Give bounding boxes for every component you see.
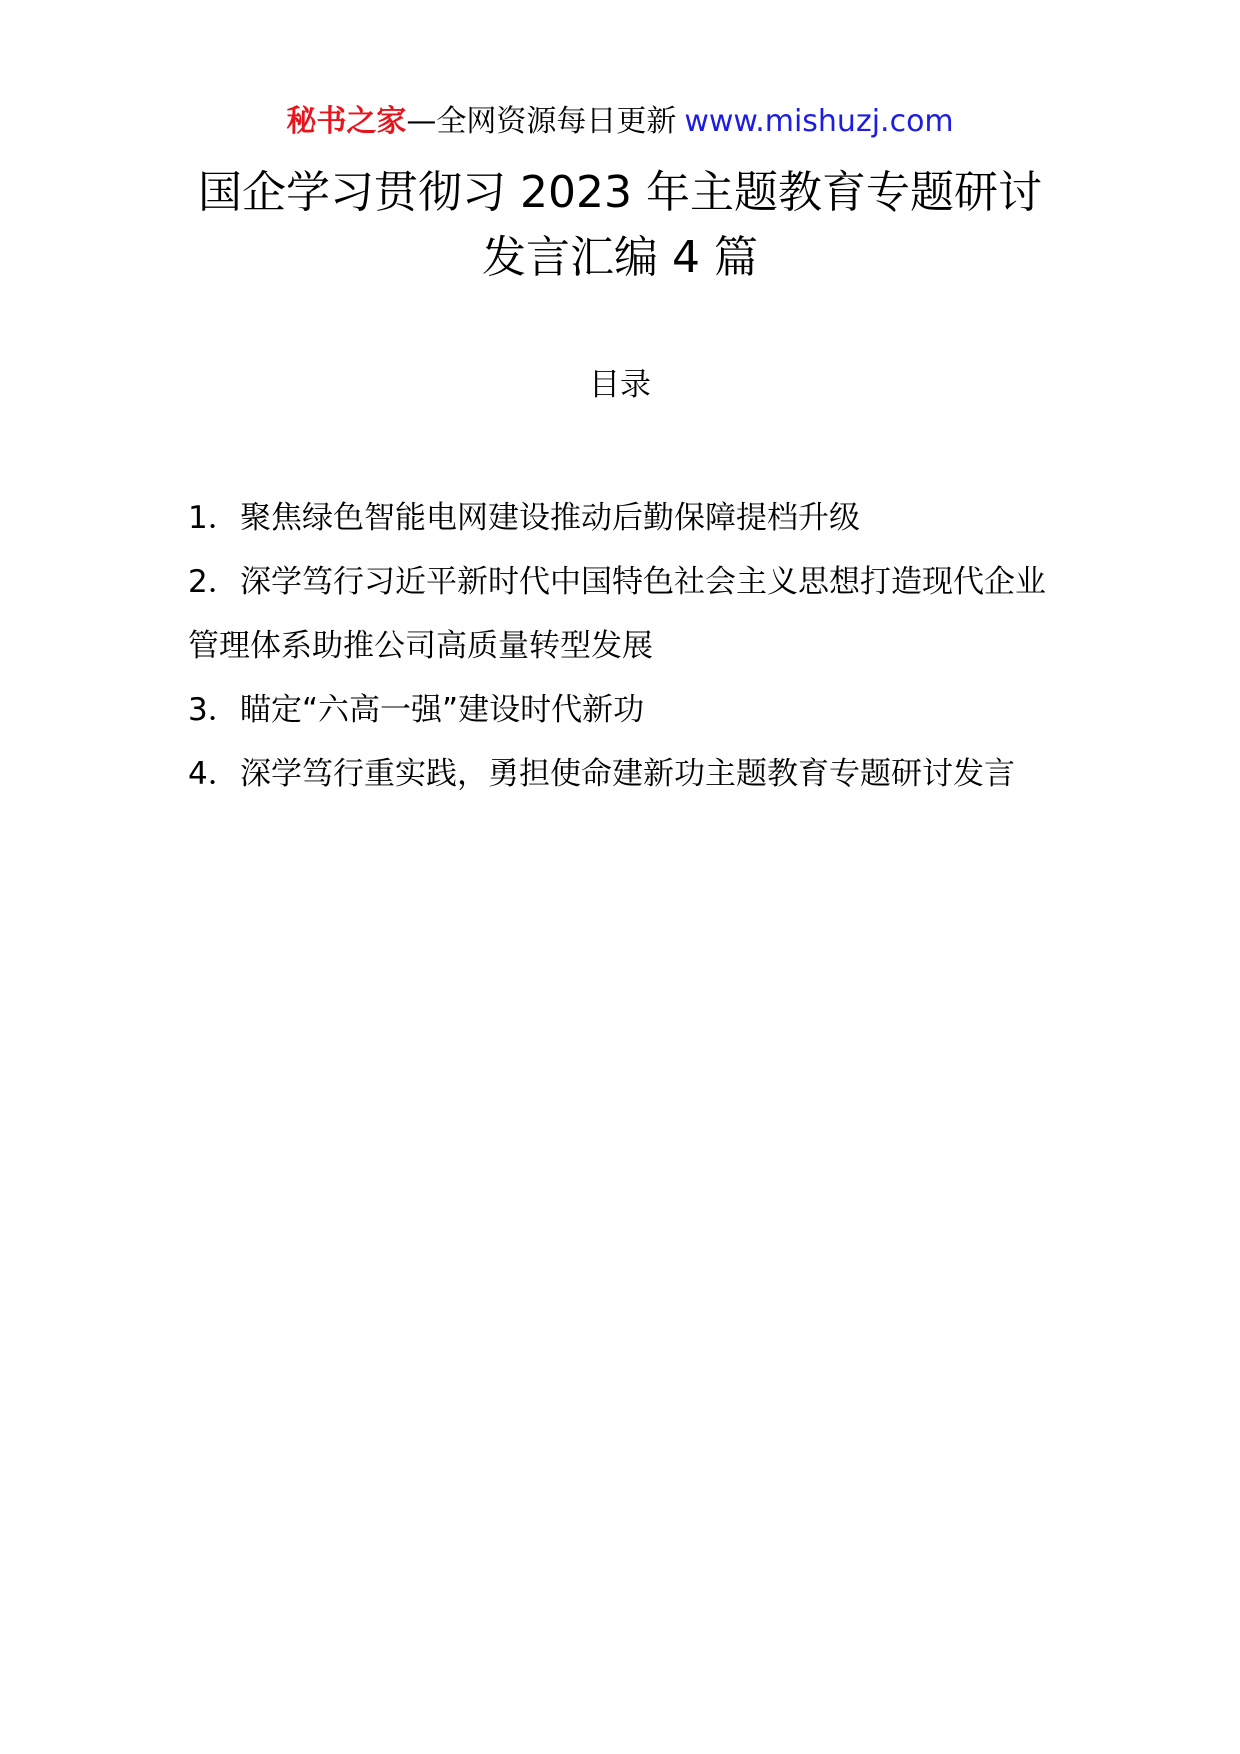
toc-item-number: 2． [188,564,239,600]
document-title-line-2: 发言汇编 4 篇 [482,232,758,283]
toc-heading: 目录 [589,367,651,403]
brand-name: 秘书之家 [286,104,407,139]
toc-item-2[interactable] [188,550,1068,678]
document-title [160,160,1080,290]
toc-list [188,486,1068,806]
toc-item-3[interactable] [188,678,1068,742]
toc-item-text: 深学笃行习近平新时代中国特色社会主义思想打造现代企业管理体系助推公司高质量转型发展 [188,564,1046,664]
site-header [0,98,1240,146]
toc-item-4[interactable] [188,742,1068,806]
toc-item-1[interactable] [188,486,1068,550]
toc-item-text: 深学笃行重实践，勇担使命建新功主题教育专题研讨发言 [240,756,1015,792]
toc-item-number: 4． [188,756,239,792]
document-title-line-1: 国企学习贯彻习 2023 年主题教育专题研讨 [198,167,1042,218]
toc-item-text: 瞄定“六高一强”建设时代新功 [240,692,645,728]
toc-item-text: 聚焦绿色智能电网建设推动后勤保障提档升级 [240,500,860,536]
site-url-link[interactable]: www.mishuzj.com [684,104,954,139]
toc-item-number: 3． [188,692,239,728]
header-tagline: —全网资源每日更新 [406,104,677,139]
toc-item-number: 1． [188,500,239,536]
